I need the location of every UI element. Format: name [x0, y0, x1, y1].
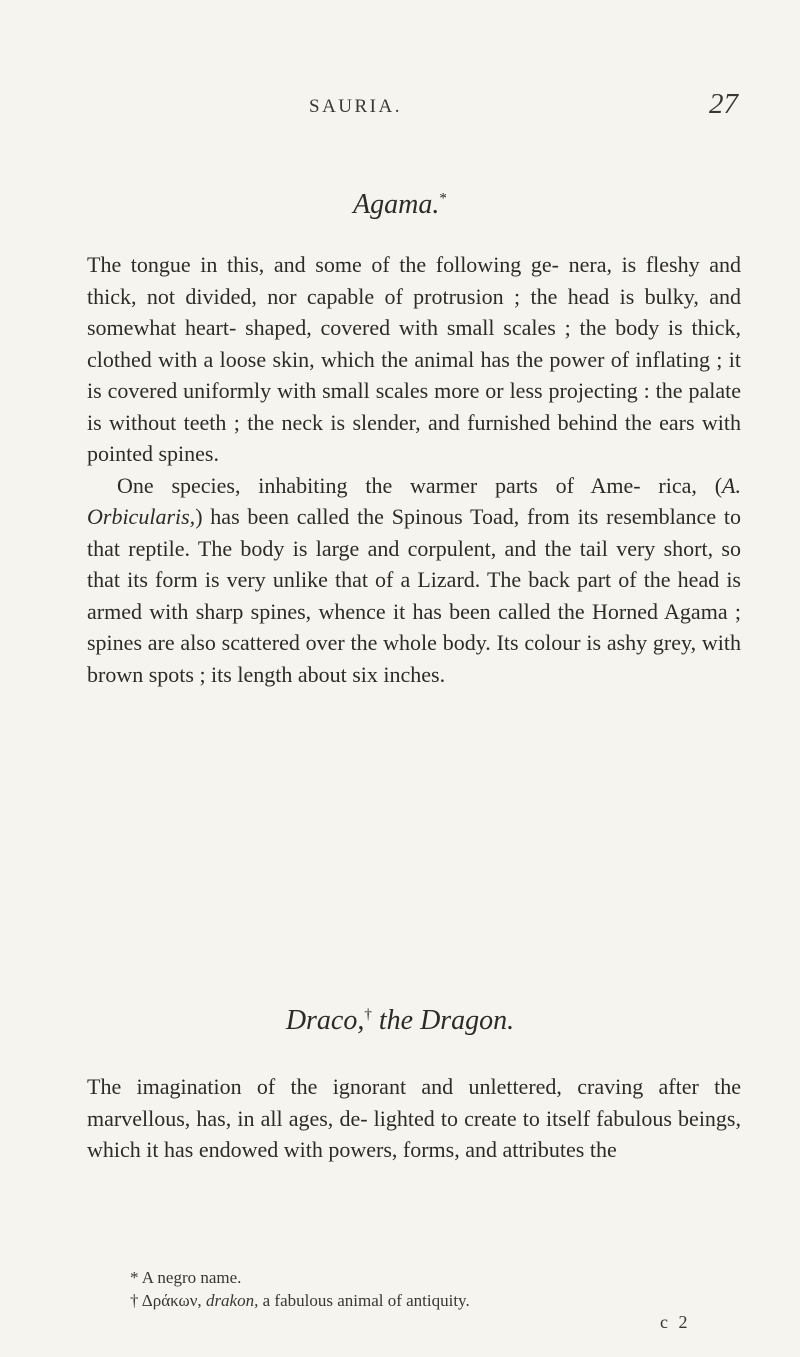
running-head [0, 88, 800, 128]
heading-draco-rest: the Dragon. [371, 1005, 515, 1036]
species-name: A. Orbicularis, [87, 472, 741, 529]
footnote-2 [130, 1289, 730, 1312]
footnote-ref-dagger: † [364, 1006, 372, 1023]
agama-paragraph-2-rest: ) has been called the Spinous Toad, from its resemblance to that reptile. The body is large and corpulent, and the tail very short, so that its form is very unlike that of a Lizard. The back part of the head is armed with sharp spines, whence it has been called the Horned Agama ; spines are also scattered over the whole body. Its colour is ashy grey, with brown spots ; its length about six inches. [87, 504, 741, 687]
heading-draco-name: Draco, [285, 1005, 365, 1036]
footnote-2-text: a fabulous animal of antiquity. [258, 1291, 470, 1310]
agama-text-block [87, 249, 741, 690]
footnote-1-text: A negro name. [138, 1268, 242, 1287]
footnote-2-mark: † [130, 1291, 139, 1310]
page-number: 27 [709, 88, 738, 120]
heading-agama-text: Agama. [353, 189, 440, 220]
section-heading-agama [0, 189, 800, 221]
footnote-1-mark: * [130, 1268, 139, 1287]
signature-mark: c 2 [660, 1312, 691, 1332]
draco-text-block [87, 1071, 741, 1166]
running-title: SAURIA. [309, 96, 402, 117]
agama-paragraph-2-start: One species, inhabiting the warmer parts of Ame- rica, ( [117, 472, 723, 498]
section-heading-draco [0, 1005, 800, 1037]
footnote-2-greek: Δράκων, [138, 1291, 202, 1310]
footnote-1 [130, 1266, 730, 1289]
footnote-ref-asterisk: * [439, 190, 447, 207]
footnotes [130, 1266, 730, 1312]
agama-paragraph-1: The tongue in this, and some of the following ge- nera, is fleshy and thick, not divided, nor capable of protrusion ; the head is bulky, and somewhat heart- shaped, covered with small scales ; the body is thick, clothed with a loose skin, which the animal has the power of inflating ; it is covered uniformly with small scales more or less projecting : the palate is without teeth ; the neck is slender, and furnished behind the ears with pointed spines. [87, 252, 741, 466]
footnote-2-italic: drakon, [201, 1291, 259, 1310]
draco-paragraph-1: The imagination of the ignorant and unlettered, craving after the marvellous, has, in all ages, de- lighted to create to itself fabulous beings, which it has endowed with powers, forms, and attributes the [87, 1074, 741, 1162]
agama-paragraph-2 [87, 470, 741, 691]
